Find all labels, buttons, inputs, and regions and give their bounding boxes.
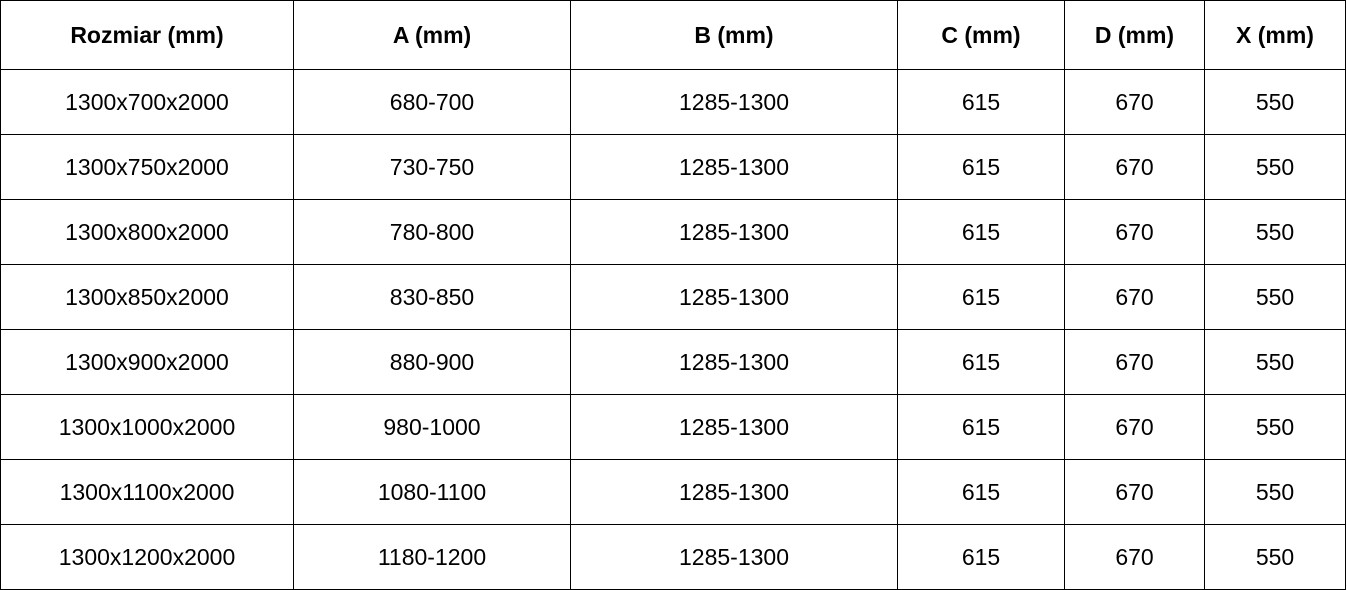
cell-rozmiar: 1300x1100x2000: [1, 460, 294, 525]
cell-rozmiar: 1300x1200x2000: [1, 525, 294, 590]
cell-rozmiar: 1300x1000x2000: [1, 395, 294, 460]
column-header-a: A (mm): [294, 1, 571, 70]
table-row: [1, 200, 1346, 265]
cell-a: 1080-1100: [294, 460, 571, 525]
table-header: [1, 1, 1346, 70]
cell-d: 670: [1065, 460, 1205, 525]
cell-rozmiar: 1300x850x2000: [1, 265, 294, 330]
cell-b: 1285-1300: [571, 265, 898, 330]
cell-b: 1285-1300: [571, 200, 898, 265]
cell-c: 615: [898, 330, 1065, 395]
column-header-rozmiar: Rozmiar (mm): [1, 1, 294, 70]
cell-b: 1285-1300: [571, 70, 898, 135]
cell-x: 550: [1205, 330, 1346, 395]
cell-rozmiar: 1300x900x2000: [1, 330, 294, 395]
cell-x: 550: [1205, 395, 1346, 460]
cell-d: 670: [1065, 135, 1205, 200]
cell-b: 1285-1300: [571, 460, 898, 525]
cell-d: 670: [1065, 70, 1205, 135]
cell-d: 670: [1065, 200, 1205, 265]
cell-x: 550: [1205, 460, 1346, 525]
cell-d: 670: [1065, 265, 1205, 330]
cell-b: 1285-1300: [571, 135, 898, 200]
cell-a: 730-750: [294, 135, 571, 200]
table-row: [1, 135, 1346, 200]
cell-c: 615: [898, 395, 1065, 460]
cell-c: 615: [898, 265, 1065, 330]
table-header-row: [1, 1, 1346, 70]
cell-rozmiar: 1300x700x2000: [1, 70, 294, 135]
column-header-b: B (mm): [571, 1, 898, 70]
cell-b: 1285-1300: [571, 525, 898, 590]
cell-b: 1285-1300: [571, 395, 898, 460]
cell-d: 670: [1065, 330, 1205, 395]
cell-c: 615: [898, 200, 1065, 265]
table-row: [1, 460, 1346, 525]
cell-x: 550: [1205, 525, 1346, 590]
table-row: [1, 395, 1346, 460]
cell-d: 670: [1065, 395, 1205, 460]
cell-x: 550: [1205, 200, 1346, 265]
cell-c: 615: [898, 525, 1065, 590]
cell-a: 780-800: [294, 200, 571, 265]
cell-a: 980-1000: [294, 395, 571, 460]
cell-rozmiar: 1300x750x2000: [1, 135, 294, 200]
cell-a: 880-900: [294, 330, 571, 395]
column-header-x: X (mm): [1205, 1, 1346, 70]
table-body: [1, 70, 1346, 590]
column-header-d: D (mm): [1065, 1, 1205, 70]
table-row: [1, 525, 1346, 590]
cell-c: 615: [898, 460, 1065, 525]
table-row: [1, 70, 1346, 135]
column-header-c: C (mm): [898, 1, 1065, 70]
cell-a: 680-700: [294, 70, 571, 135]
cell-c: 615: [898, 135, 1065, 200]
cell-a: 830-850: [294, 265, 571, 330]
cell-x: 550: [1205, 265, 1346, 330]
cell-a: 1180-1200: [294, 525, 571, 590]
cell-x: 550: [1205, 70, 1346, 135]
cell-b: 1285-1300: [571, 330, 898, 395]
cell-x: 550: [1205, 135, 1346, 200]
cell-rozmiar: 1300x800x2000: [1, 200, 294, 265]
table-row: [1, 330, 1346, 395]
cell-c: 615: [898, 70, 1065, 135]
cell-d: 670: [1065, 525, 1205, 590]
table-row: [1, 265, 1346, 330]
